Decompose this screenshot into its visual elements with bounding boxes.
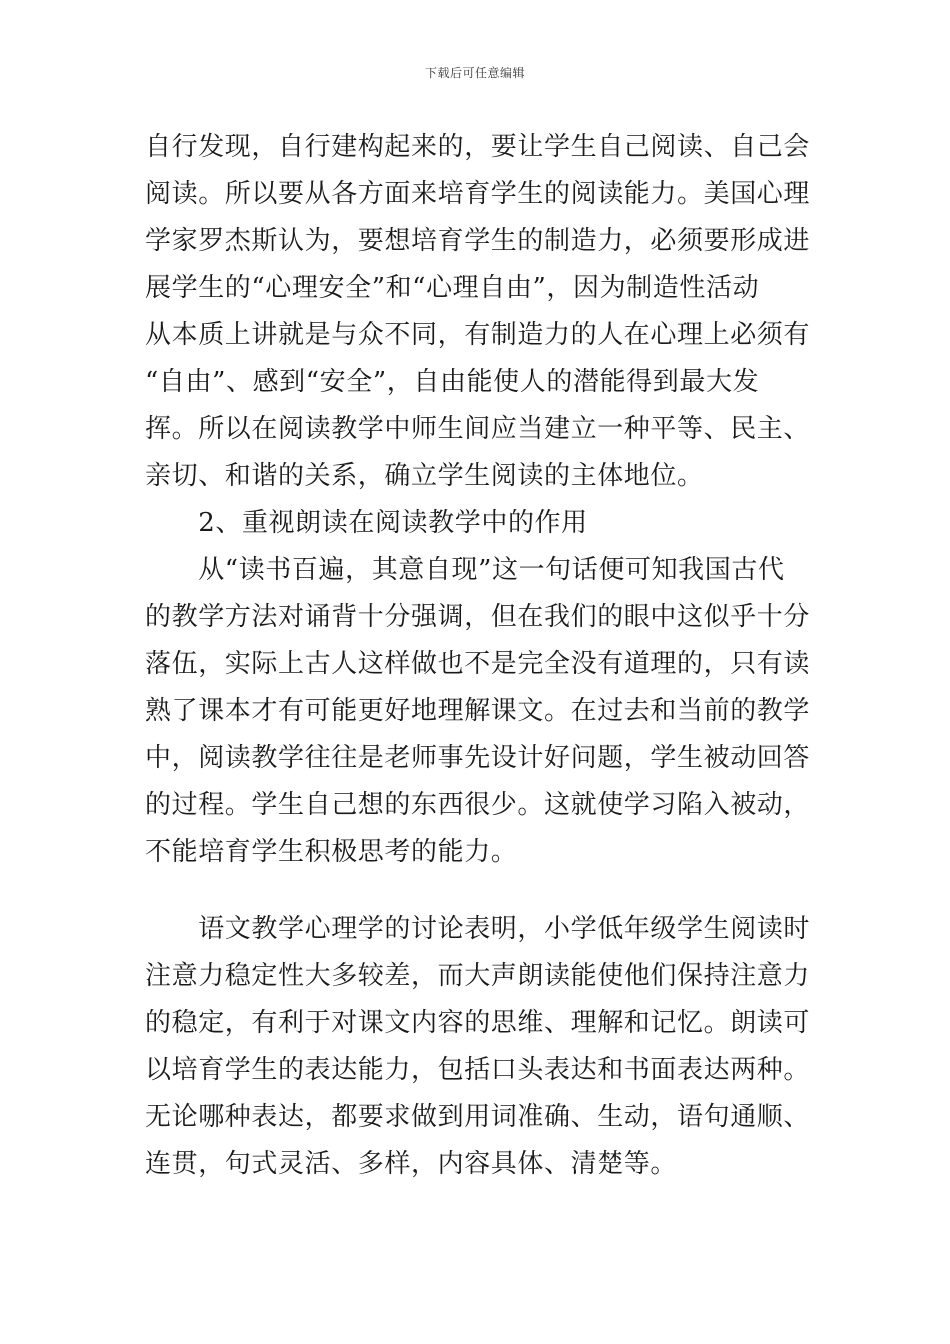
text-line: 落伍，实际上古人这样做也不是完全没有道理的，只有读 xyxy=(145,649,811,679)
header-note: 下载后可任意编辑 xyxy=(424,66,525,80)
text-line: 连贯，句式灵活、多样，内容具体、清楚等。 xyxy=(145,1149,678,1179)
text-line: 以培育学生的表达能力，包括口头表达和书面表达两种。 xyxy=(145,1055,811,1085)
text-line: 阅读。所以要从各方面来培育学生的阅读能力。美国心理 xyxy=(145,179,811,209)
text-line: 语文教学心理学的讨论表明，小学低年级学生阅读时 xyxy=(145,914,811,944)
text-line: 不能培育学生积极思考的能力。 xyxy=(145,837,518,867)
text-line: 的稳定，有利于对课文内容的思维、理解和记忆。朗读可 xyxy=(145,1008,811,1038)
text-line: 自行发现，自行建构起来的，要让学生自己阅读、自己会 xyxy=(145,132,811,162)
text-line: 注意力稳定性大多较差，而大声朗读能使他们保持注意力 xyxy=(145,961,811,991)
paragraph-gap xyxy=(145,876,807,906)
text-line: 的过程。学生自己想的东西很少。这就使学习陷入被动， xyxy=(145,790,811,820)
text-line: 展学生的“心理安全”和“心理自由”，因为制造性活动 xyxy=(145,273,760,303)
text-line: 从“读书百遍，其意自现”这一句话便可知我国古代 xyxy=(145,555,785,585)
body-text xyxy=(145,124,811,1188)
text-line: 学家罗杰斯认为，要想培育学生的制造力，必须要形成进 xyxy=(145,226,811,256)
text-line: 挥。所以在阅读教学中师生间应当建立一种平等、民主、 xyxy=(145,414,811,444)
text-line: 从本质上讲就是与众不同，有制造力的人在心理上必须有 xyxy=(145,320,811,350)
text-line: “自由”、感到“安全”，自由能使人的潜能得到最大发 xyxy=(145,367,760,397)
text-line: 无论哪种表达，都要求做到用词准确、生动，语句通顺、 xyxy=(145,1102,811,1132)
section-heading: 2、重视朗读在阅读教学中的作用 xyxy=(145,508,588,538)
text-line: 熟了课本才有可能更好地理解课文。在过去和当前的教学 xyxy=(145,696,811,726)
text-line: 的教学方法对诵背十分强调，但在我们的眼中这似乎十分 xyxy=(145,602,811,632)
text-line: 亲切、和谐的关系，确立学生阅读的主体地位。 xyxy=(145,461,704,491)
text-line: 中，阅读教学往往是老师事先设计好问题，学生被动回答 xyxy=(145,743,811,773)
